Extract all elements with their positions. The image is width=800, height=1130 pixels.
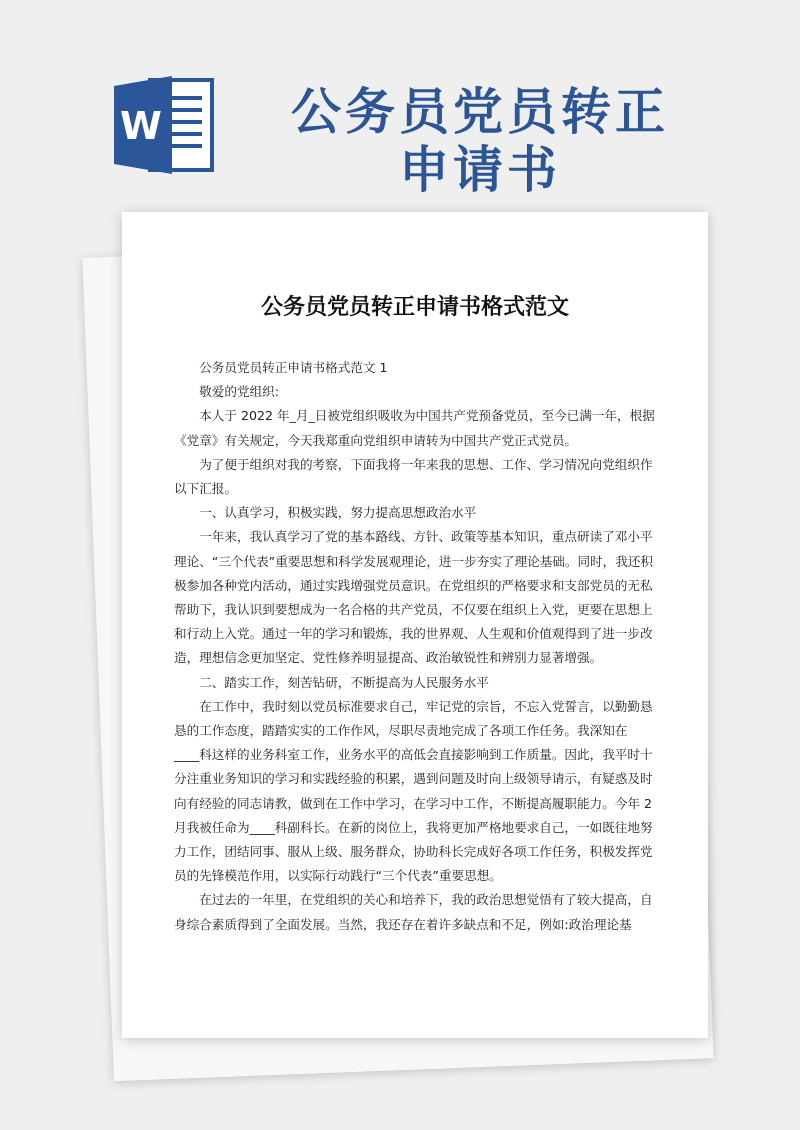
document-title: 公务员党员转正申请书格式范文	[260, 295, 569, 320]
document-body	[174, 356, 660, 937]
paragraph-application: 本人于 2022 年_月_日被党组织吸收为中国共产党预备党员，至今已满一年，根据《党章》有关规定，今天我郑重向党组织申请转为中国共产党正式党员。	[174, 408, 655, 448]
paragraph-subtitle: 公务员党员转正申请书格式范文 1	[199, 360, 388, 375]
header-banner	[0, 0, 800, 200]
section-heading-2: 二、踏实工作，刻苦钻研，不断提高为人民服务水平	[199, 674, 489, 690]
banner-title-line1: 公务员党员转正	[291, 83, 669, 141]
paragraph-salutation: 敬爱的党组织:	[199, 384, 279, 400]
svg-text:W: W	[120, 104, 162, 148]
paragraph-work-continued: ____科这样的业务科室工作，业务水平的高低会直接影响到工作质量。因此，我平时十分注重业务知识的学习和实践经验的积累，遇到问题及时向上级领导请示，有疑惑及时向有经验的同志请教，做到在工作中学习，在学习中工作，不断提高履职能力。今年 2 月我被任命为____科副科长。在新的岗位上，我将更加严格地要求自己，一如既往地努力工作，团结同事、服从上级、服务群众，协助科长完成好各项工作任务，积极发挥党员的先锋模范作用，以实际行动践行“三个代表”重要思想。	[174, 747, 653, 884]
document-page	[122, 212, 708, 1038]
paragraph-intro: 为了便于组织对我的考察，下面我将一年来我的思想、工作、学习情况向党组织作以下汇报。	[174, 456, 653, 497]
banner-title-line2: 申请书	[399, 141, 561, 199]
paragraph-summary: 在过去的一年里，在党组织的关心和培养下，我的政治思想觉悟有了较大提高，自身综合素质得到了全面发展。当然，我还存在着许多缺点和不足，例如:政治理论基	[174, 892, 653, 932]
paragraph-study: 一年来，我认真学习了党的基本路线、方针、政策等基本知识，重点研读了邓小平理论、“三个代表”重要思想和科学发展观理论，进一步夯实了理论基础。同时，我还积极参加各种党内活动，通过实践增强党员意识。在党组织的严格要求和支部党员的无私帮助下，我认识到要想成为一名合格的共产党员，不仅要在组织上入党，更要在思想上和行动上入党。通过一年的学习和锻炼，我的世界观、人生观和价值观得到了进一步改造，理想信念更加坚定、党性修养明显提高、政治敏锐性和辨别力显著增强。	[174, 529, 654, 666]
word-document-icon	[110, 70, 220, 180]
section-heading-1: 一、认真学习，积极实践，努力提高思想政治水平	[199, 505, 477, 521]
paragraph-work: 在工作中，我时刻以党员标准要求自己，牢记党的宗旨，不忘入党誓言，以勤勤恳恳的工作态度，踏踏实实的工作作风，尽职尽责地完成了各项工作任务。我深知在	[174, 698, 653, 739]
